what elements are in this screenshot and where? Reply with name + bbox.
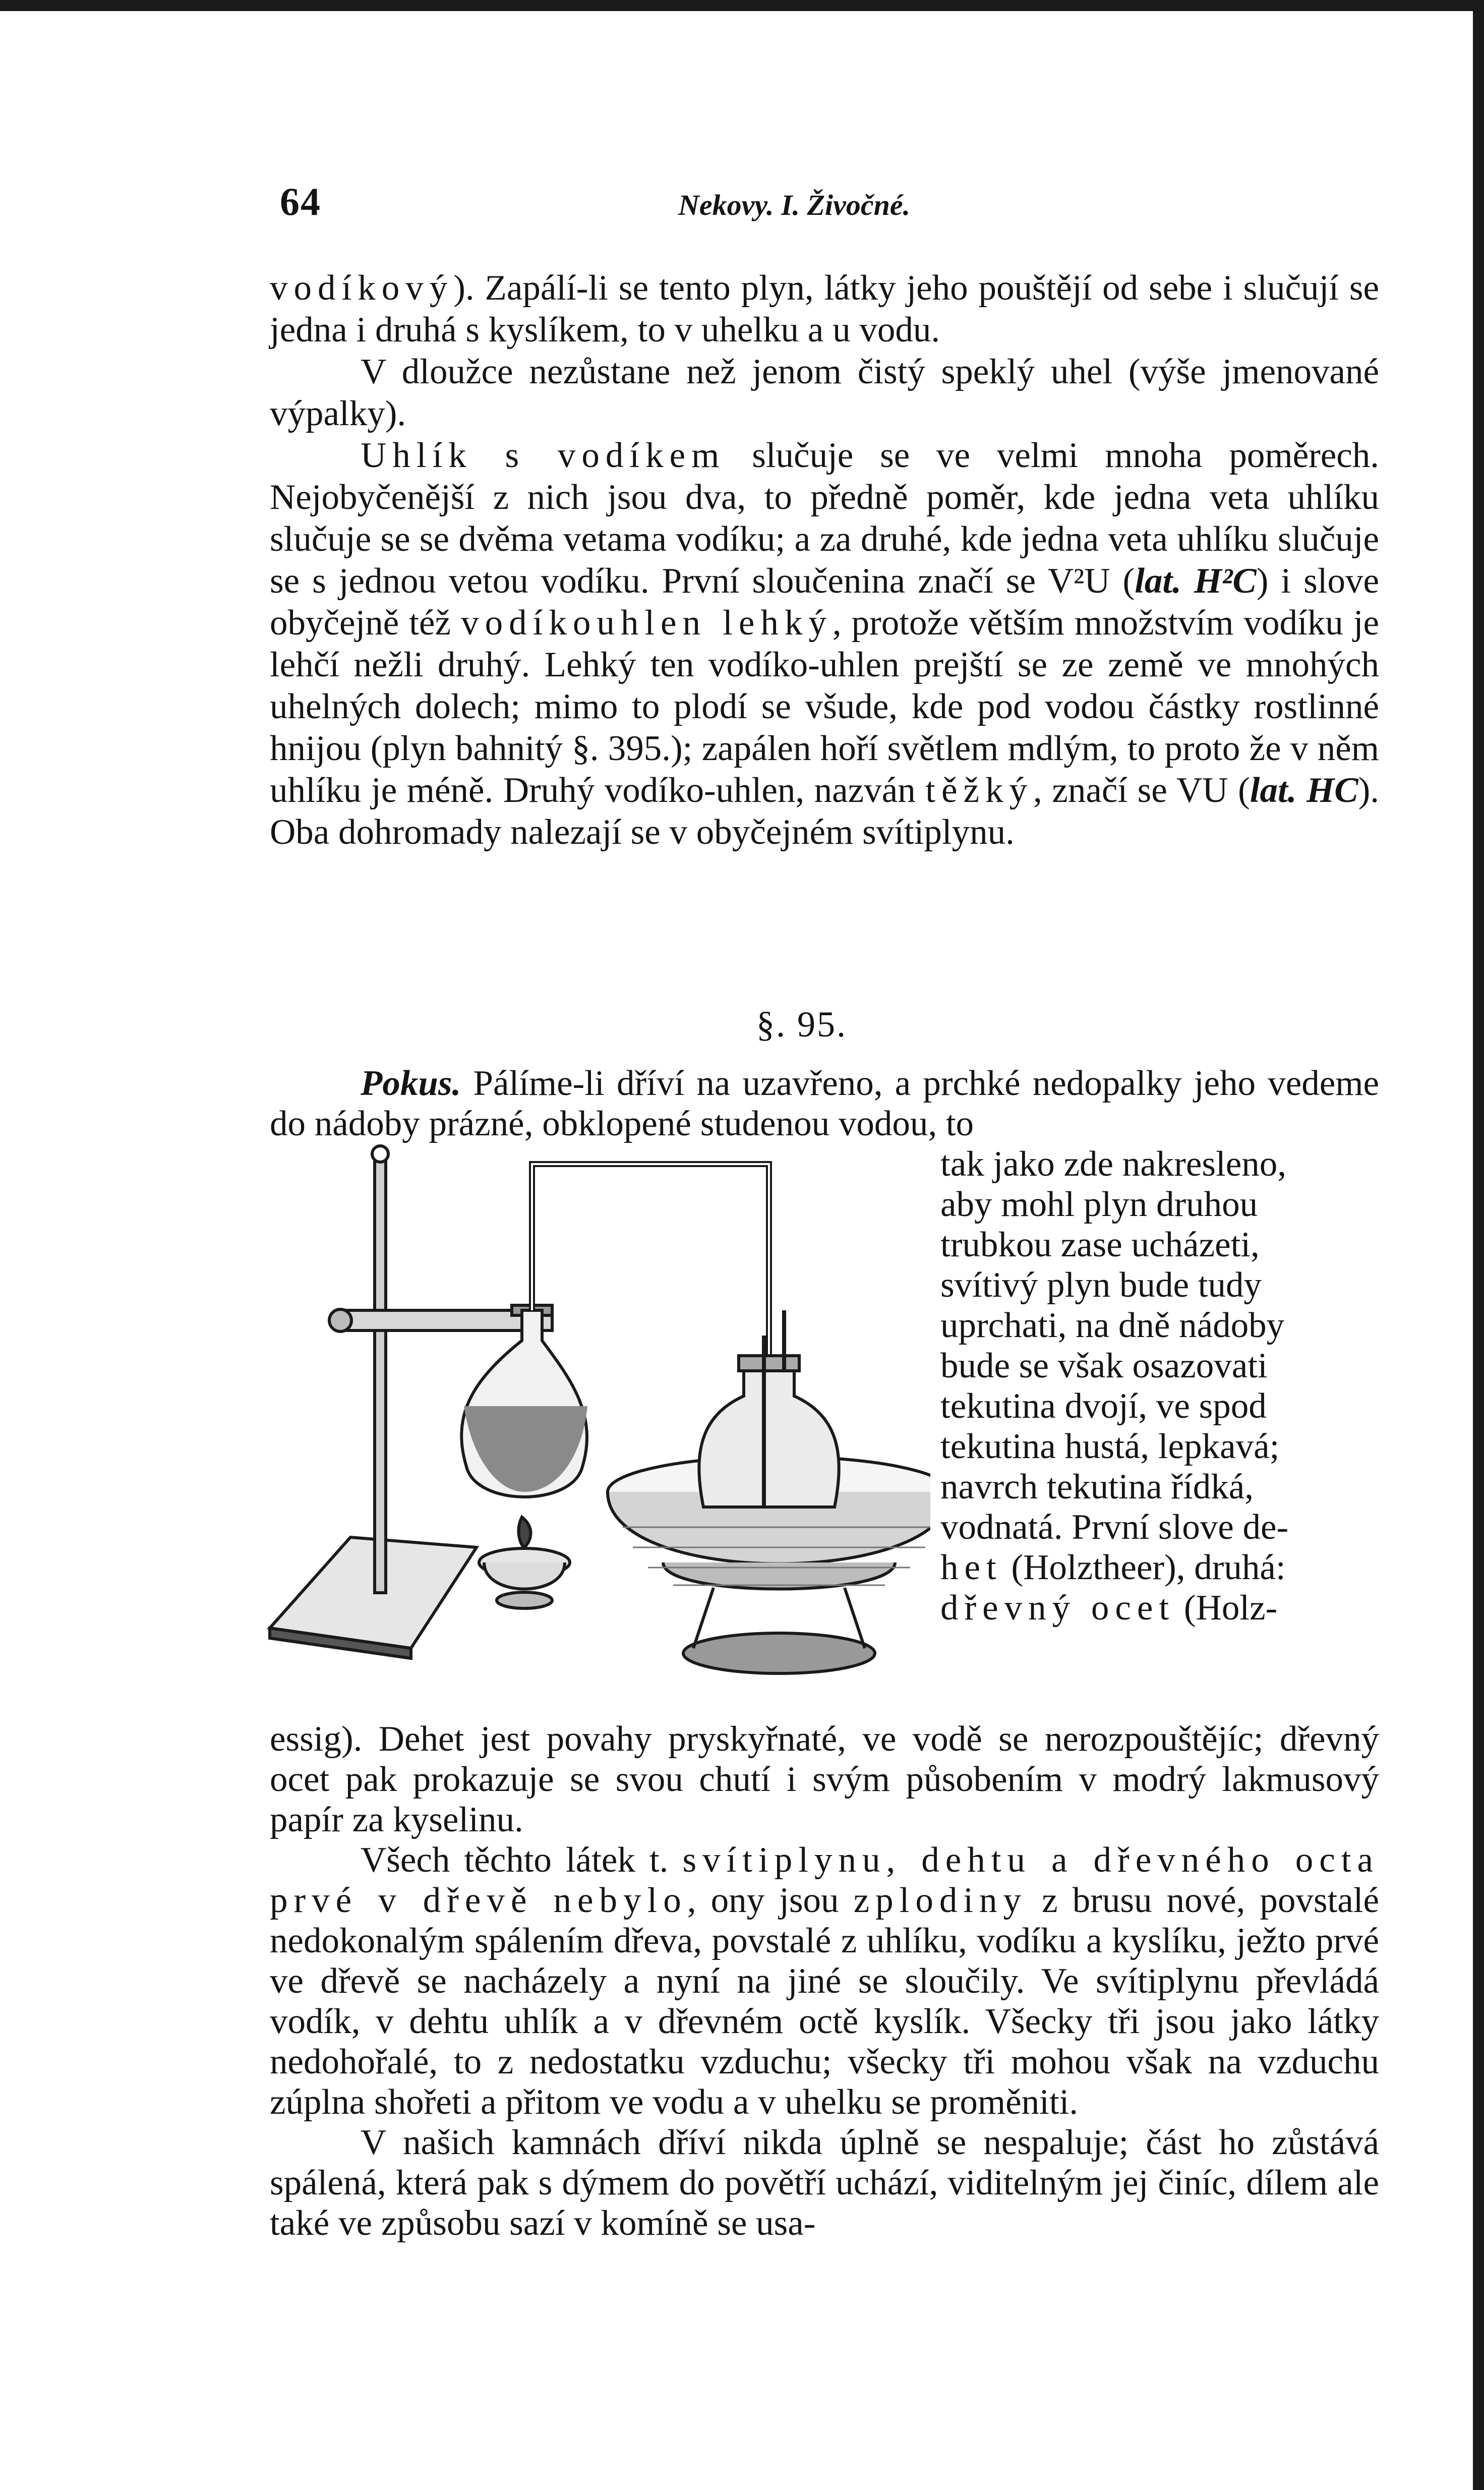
pokus-paragraph: Pokus. Pálíme-li dříví na uzavřeno, a prchké nedopalky jeho vedeme do nádoby prázné, obklopené studenou vodou, to bbox=[270, 1064, 1379, 1143]
running-head: Nekovy. I. Živočné. bbox=[678, 189, 911, 221]
paragraph-products: Všech těchto látek t. svítiplynu, dehtu a dřevného octa prvé v dřevě nebylo, ony jsou zplodiny z brusu nové, povstalé nedokonalým spálením dřeva, povstalé z uhlíku, vodíku a kyslíku, ježto prvé ve dřevě se nacházely a nyní na jiné se sloučily. Ve svítiplynu převládá vodík, v dehtu uhlík a v dřevném octě kyslík. Všecky tři jsou jako látky nedohořalé, to z nedostatku vzduchu; všecky tři mohou však na vzduchu zúplna shořeti a přitom ve vodu a v uhelku se proměniti. bbox=[270, 1840, 1379, 2122]
scan-border-right bbox=[1473, 0, 1484, 2490]
figure-wrap-text: tak jako zde nakresleno, aby mohl plyn druhou trubkou zase ucházeti, svítivý plyn bude tudy uprchati, na dně nádoby bude se však osazovati tekutina dvojí, ve spod tekutina hustá, lepkavá; navrch tekutina řídká, vodnatá. První slove de- het (Holztheer), druhá: dřevný ocet (Holz- bbox=[940, 1144, 1289, 1628]
pokus-label: Pokus. bbox=[361, 1064, 461, 1103]
paragraph-2: V dloužce nezůstane než jenom čistý speklý uhel (výše jmenované výpalky). bbox=[270, 352, 1379, 433]
distillation-apparatus-illustration bbox=[260, 1144, 930, 1719]
page-number: 64 bbox=[280, 180, 321, 223]
scan-border-top bbox=[0, 0, 1484, 11]
section-text-bottom bbox=[270, 1063, 1379, 2243]
after-figure-text: essig). Dehet jest povahy pryskyřnaté, ve vodě se nerozpouštějíc; dřevný ocet pak prokazuje se svou chutí i svým působením v modrý lakmusový papír za kyselinu. bbox=[270, 1719, 1379, 1839]
paragraph-last: V našich kamnách dříví nikda úplně se nespaluje; část ho zůstává spálená, která pak s dýmem do povětří uchází, viditelným jej činíc, dílem ale také ve způsobu sazí v komíně se usa- bbox=[270, 2123, 1379, 2243]
page-header bbox=[270, 179, 1389, 240]
section-number: §. 95. bbox=[756, 1004, 847, 1045]
section-text-top bbox=[270, 267, 1379, 853]
paragraph-1: vodíkový). Zapálí-li se tento plyn, látky jeho pouštějí od sebe i slučují se jedna i druhá s kyslíkem, to v uhelku a u vodu. bbox=[270, 268, 1379, 350]
paragraph-3: Uhlík s vodíkem slučuje se ve velmi mnoha poměrech. Nejobyčenější z nich jsou dva, to předně poměr, kde jedna veta uhlíku slučuje se se dvěma vetama vodíku; a za druhé, kde jedna veta uhlíku slučuje se s jednou vetou vodíku. První sloučenina značí se V²U (lat. H²C) i slove obyčejně též vodíkouhlen lehký, protože větším množstvím vodíku je lehčí nežli druhý. Lehký ten vodíko-uhlen prejští se ze země ve mnohých uhelných dolech; mimo to plodí se všude, kde pod vodou částky rostlinné hnijou (plyn bahnitý §. 395.); zapálen hoří světlem mdlým, to proto že v něm uhlíku je méně. Druhý vodíko-uhlen, nazván těžký, značí se VU (lat. HC). Oba dohromady nalezají se v obyčejném svítiplynu. bbox=[270, 436, 1379, 852]
